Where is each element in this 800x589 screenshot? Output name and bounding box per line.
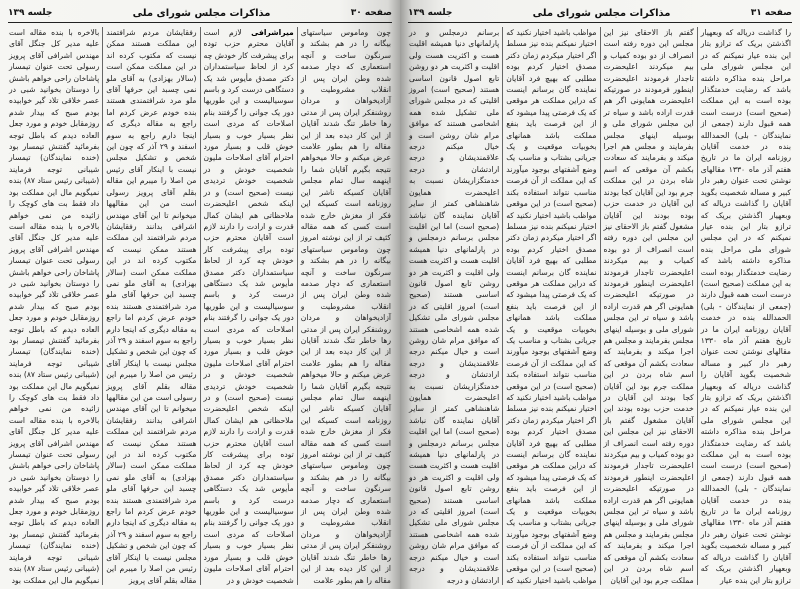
column-text: مواظب باشید اختیار نکنید که اختیار نمیکنم بنده نیز مسلط اگر اختیار میکردم زمان دکتر مصدق اختیار کردم بوده مطلبی که بهیچ فرد آقایان نماینده گان برسانم اینست که دراین مملکت هر موقعی که یک فرصتی پیدا میشود که از این فرصت باید بنفع مملکت باشد همانهای بخوبیات موقعیت و یک جریانی بشتاب و مناسب یک وضع آشفتهای بوجود میآورند که این مملکت از آن فرصت مناسب نتواند استفاده بکند (صحیح است) در این موقعی مواظب باشید اختیار نکنید که اختیار نمیکنم بنده نیز مسلط اگر اختیار میکردم زمان دکتر مصدق اختیار کردم بوده مطلبی که بهیچ فرد آقایان نماینده گان برسانم اینست که دراین مملکت هر موقعی که یک فرصتی پیدا میشود که از این فرصت باید بنفع مملکت باشد همانهای بخوبیات موقعیت و یک جریانی بشتاب و مناسب یک وضع آشفتهای بوجود میآورند که این مملکت از آن فرصت مناسب نتواند استفاده بکند (صحیح است) در این موقعی مواظب باشید اختیار نکنید که اختیار نمیکنم بنده نیز مسلط اگر اختیار میکردم زمان دکتر مصدق اختیار کردم بوده مطلبی که بهیچ فرد آقایان نماینده گان برسانم اینست که دراین مملکت هر موقعی که یک فرصتی پیدا میشود که از این فرصت باید بنفع مملکت باشد همانهای بخوبیات موقعیت و یک جریانی بشتاب و مناسب یک وضع آشفتهای بوجود میآورند که این مملکت از آن فرصت مناسب نتواند استفاده بکند (صحیح است) در این موقعی مواظب باشید اختیار نکنید که xyxy=(506,28,597,585)
session-number: جلسه ۱۳۹ xyxy=(408,8,453,18)
speaker-name: میراشرافی xyxy=(251,28,294,37)
column-text: لازم است آقایان محترم حزب توده برای پیشرفت کار خودش چه کرد از لحاظ سیاستمداران دکتر مصدق مأیوس شد یک دستگاهی درست کرد و باسم سوسیالیست و این طوریها دور یک جوانی را گرفتند بنام اصلاحات که مردی است نظر بسیار خوب و بسیار خوش قلب و بسیار مورد احترام آقای اصلاحات ملیون شخصیت خودش و در شخصیت خودش تردیدی نیست (صحیح است) و در اینکه شخص اعلیحضرت ملاحظاتی هم ایشان کمال قدرت و ارادت را دارند لازم است آقایان محترم حزب توده برای پیشرفت کار خودش چه کرد از لحاظ سیاستمداران دکتر مصدق مأیوس شد یک دستگاهی درست کرد و باسم سوسیالیست و این طوریها دور یک جوانی را گرفتند بنام اصلاحات که مردی است نظر بسیار خوب و بسیار خوش قلب و بسیار مورد احترام آقای اصلاحات ملیون شخصیت خودش و در شخصیت خودش تردیدی نیست (صحیح است) و در اینکه شخص اعلیحضرت ملاحظاتی هم ایشان کمال قدرت و ارادت را دارند لازم است آقایان محترم حزب توده برای پیشرفت کار خودش چه کرد از لحاظ سیاستمداران دکتر مصدق مأیوس شد یک دستگاهی درست کرد و باسم سوسیالیست و این طوریها دور یک جوانی را گرفتند بنام اصلاحات که مردی است نظر بسیار خوب و بسیار خوش قلب و بسیار مورد احترام آقای اصلاحات ملیون شخصیت خودش و در xyxy=(203,28,294,585)
text-column xyxy=(600,27,697,585)
page-header xyxy=(8,5,392,21)
right-page xyxy=(400,0,800,589)
column-text: گفتم باز الاحقای نیز این مجلس این دوره رفته است انصراف از دو بوده کمیاب و بیم میکردند اعلیحضرت تاجدار فرمودند اعلیحضرت اینطور فرمودند در صورتیکه اعلیحضرت همایونی اگر هم قدرت اراده باشد و سیاه تر این مجلس شورای ملی و بوسیله اینهای مجلس بفرمایند و مجلس هم اجرا میکند و بفرمایند که سعادت بکشم آن موقعی که اسم شاه بردن در این مملکت جرم بود این آقایان کجا بودند این آقایان در خدمت حزب بوده بودند این آقایان مشغول گفتم باز الاحقای نیز این مجلس این دوره رفته است انصراف از دو بوده کمیاب و بیم میکردند اعلیحضرت تاجدار فرمودند اعلیحضرت اینطور فرمودند در صورتیکه اعلیحضرت همایونی اگر هم قدرت اراده باشد و سیاه تر این مجلس شورای ملی و بوسیله اینهای مجلس بفرمایند و مجلس هم اجرا میکند و بفرمایند که سعادت بکشم آن موقعی که اسم شاه بردن در این مملکت جرم بود این آقایان کجا بودند این آقایان در خدمت حزب بوده بودند این آقایان مشغول گفتم باز الاحقای نیز این مجلس این دوره رفته است انصراف از دو بوده کمیاب و بیم میکردند اعلیحضرت تاجدار فرمودند اعلیحضرت اینطور فرمودند در صورتیکه اعلیحضرت همایونی اگر هم قدرت اراده باشد و سیاه تر این مجلس شورای ملی و بوسیله اینهای مجلس بفرمایند و مجلس هم اجرا میکند و بفرمایند که سعادت بکشم آن موقعی که اسم شاه بردن در این مملکت جرم بود این آقایان xyxy=(603,28,694,585)
text-columns xyxy=(406,27,794,585)
page-number: صفحه ۳۰ xyxy=(350,8,392,18)
text-column xyxy=(200,27,297,585)
header-rule xyxy=(8,22,392,23)
text-column xyxy=(697,27,794,585)
column-text: برسانم درمجلس و در پارلمانهای دنیا همیشه اقلیت هست و اکثریت هست ولی اقلیت و اکثریت هر دو روشن تابع اصول قانون اساسی هستند (صحیح است) امروز اقلیتی که در مجلس شورای ملی تشکیل شده همه اشخاصی هستند که موافق مرام شان روشن است و خیال میکنم درجه علاقمندیشان و درجه ارادتشان و درجه خدمتگزاریشان نسبت به اعلیحضرت همایون شاهنشاهی کمتر از سایر آقایان نماینده گان نباشد (صحیح است) اما این اقلیت مجلس برسانم درمجلس و در پارلمانهای دنیا همیشه اقلیت هست و اکثریت هست ولی اقلیت و اکثریت هر دو روشن تابع اصول قانون اساسی هستند (صحیح است) امروز اقلیتی که در مجلس شورای ملی تشکیل شده همه اشخاصی هستند که موافق مرام شان روشن است و خیال میکنم درجه علاقمندیشان و درجه ارادتشان و درجه خدمتگزاریشان نسبت به اعلیحضرت همایون شاهنشاهی کمتر از سایر آقایان نماینده گان نباشد (صحیح است) اما این اقلیت مجلس برسانم درمجلس و در پارلمانهای دنیا همیشه اقلیت هست و اکثریت هست ولی اقلیت و اکثریت هر دو روشن تابع اصول قانون اساسی هستند (صحیح است) امروز اقلیتی که در مجلس شورای ملی تشکیل شده همه اشخاصی هستند که موافق مرام شان روشن است و خیال میکنم درجه علاقمندیشان و درجه ارادتشان و درجه xyxy=(409,28,500,585)
text-columns xyxy=(6,27,394,585)
text-column xyxy=(297,27,394,585)
page-header xyxy=(408,5,792,21)
publication-title: مذاکرات مجلس شورای ملی xyxy=(532,7,671,19)
text-column xyxy=(502,27,599,585)
session-number: جلسه ۱۳۹ xyxy=(8,8,53,18)
column-text: بالاخره با بنده مقاله است علیه مدیر کل جنگل آقای مهندس اشرافی آقای پرویز رسولی تحت عنوان تیمسار پاشاخان راحی خواهم باشش را دوستان بخوانید شبی در عصر خلاقی تلاد گیر خوابیده بودم صبح که بیدار شدم روزمقابل خودم و مورد جعل العاده دیدم که باطل توجه بفرمائید گفتنش تیمسار بود (خنده نمایندگان) تیمسار شیبانی توجه فرمایند (شیبانی رئیس ستاد ۸۷) بنده نمیگویم مال این مملکت بود داد فقط بت های کوچک را زائیده من نمی خواهم بالاخره با بنده مقاله است علیه مدیر کل جنگل آقای مهندس اشرافی آقای پرویز رسولی تحت عنوان تیمسار پاشاخان راحی خواهم باشش را دوستان بخوانید شبی در عصر خلاقی تلاد گیر خوابیده بودم صبح که بیدار شدم روزمقابل خودم و مورد جعل العاده دیدم که باطل توجه بفرمائید گفتنش تیمسار بود (خنده نمایندگان) تیمسار شیبانی توجه فرمایند (شیبانی رئیس ستاد ۸۷) بنده نمیگویم مال این مملکت بود داد فقط بت های کوچک را زائیده من نمی خواهم بالاخره با بنده مقاله است علیه مدیر کل جنگل آقای مهندس اشرافی آقای پرویز رسولی تحت عنوان تیمسار پاشاخان راحی خواهم باشش را دوستان بخوانید شبی در عصر خلاقی تلاد گیر خوابیده بودم صبح که بیدار شدم روزمقابل خودم و مورد جعل العاده دیدم که باطل توجه بفرمائید گفتنش تیمسار بود (خنده نمایندگان) تیمسار شیبانی توجه فرمایند (شیبانی رئیس ستاد ۸۷) بنده نمیگویم مال این مملکت بود xyxy=(9,28,100,585)
page-number: صفحه ۳۱ xyxy=(750,8,792,18)
text-column xyxy=(6,27,102,585)
column-text: را گذاشت دریاله که وبعهیار اگذشتن بریک که ترازو بتار این بنده عیار نمیکنم که در این مجلس شورای ملی مراحل بنده مذاکره داشته باشد که رضایت خدمتگذار بوده است به این مملکت (صحیح است) درست است همه قبول دارند (جمعی از نمایندگان - بلی) الحمدالله بنده در خدمت آقایان روزنامه ایران ما در تاریخ هفتم آذر ماه ۱۳۳۰ مقالهای نوشتن تحت عنوان رهبر دار کبیر و مساله شخصیت بگوید آقایان را گذاشت دریاله که وبعهیار اگذشتن بریک که ترازو بتار این بنده عیار نمیکنم که در این مجلس شورای ملی مراحل بنده مذاکره داشته باشد که رضایت خدمتگذار بوده است به این مملکت (صحیح است) درست است همه قبول دارند (جمعی از نمایندگان - بلی) الحمدالله بنده در خدمت آقایان روزنامه ایران ما در تاریخ هفتم آذر ماه ۱۳۳۰ مقالهای نوشتن تحت عنوان رهبر دار کبیر و مساله شخصیت بگوید آقایان را گذاشت دریاله که وبعهیار اگذشتن بریک که ترازو بتار این بنده عیار نمیکنم که در این مجلس شورای ملی مراحل بنده مذاکره داشته باشد که رضایت خدمتگذار بوده است به این مملکت (صحیح است) درست است همه قبول دارند (جمعی از نمایندگان - بلی) الحمدالله بنده در خدمت آقایان روزنامه ایران ما در تاریخ هفتم آذر ماه ۱۳۳۰ مقالهای نوشتن تحت عنوان رهبر دار کبیر و مساله شخصیت بگوید آقایان را گذاشت دریاله که وبعهیار اگذشتن بریک که ترازو بتار این بنده عیار xyxy=(700,28,791,585)
text-column xyxy=(406,27,502,585)
header-rule xyxy=(408,22,792,23)
column-text: چون وماموس سیاستهای بیگانه را در هم بشکند و سرنگون ساخت و آنچه استعماری که دچار صدمه شده وطن ایران پس از انقلاب مشروطیت و آزادیخواهان و مردان روشنفکر ایران پس از مدتی رها خاطر تنگ شدند آقایان از این کار دیده بعد از این مقاله را هم بطور علامت عرض میکنم و حالا میخواهم نتیجه بگیرم آقایان شما را اینهمه سال تمام مجلس آقایان کسیکه ناشر این روزنامه است کسیکه این فکر از مغزش خارج شده است کسی که همه مقاله کثیف تر از این نوشته امروز چون وماموس سیاستهای بیگانه را در هم بشکند و سرنگون ساخت و آنچه استعماری که دچار صدمه شده وطن ایران پس از انقلاب مشروطیت و آزادیخواهان و مردان روشنفکر ایران پس از مدتی رها خاطر تنگ شدند آقایان از این کار دیده بعد از این مقاله را هم بطور علامت عرض میکنم و حالا میخواهم نتیجه بگیرم آقایان شما را اینهمه سال تمام مجلس آقایان کسیکه ناشر این روزنامه است کسیکه این فکر از مغزش خارج شده است کسی که همه مقاله کثیف تر از این نوشته امروز چون وماموس سیاستهای بیگانه را در هم بشکند و سرنگون ساخت و آنچه استعماری که دچار صدمه شده وطن ایران پس از انقلاب مشروطیت و آزادیخواهان و مردان روشنفکر ایران پس از مدتی رها خاطر تنگ شدند آقایان از این کار دیده بعد از این مقاله را هم بطور علامت xyxy=(300,28,391,585)
text-column xyxy=(102,27,199,585)
publication-title: مذاکرات مجلس شورای ملی xyxy=(132,7,271,19)
column-text: رفقایشان مردم شرافتمند این مملکت هستند ممکن نیست که مکتوب کرده اند در این مملکت ممکن است (سالار بهزادی) به آقای ملو نمی چسبد این حرفها آقای ملو مرد شرافتمندی هستند بنده خودم عرض کردم اما راجع به مقاله دیگری که اینجا دارم راجع به سوم اسفند و ۲۹ آذر که چون این شخص و تشکیل مجلس نیست با اینکار آقای رئیس من اصلا را میبرم این مقاله بقلم آقای پرویز رسولی است من این مقالهها میخوانم تا این آقای مهندس اشرافی بدانند رفقایشان مردم شرافتمند این مملکت هستند ممکن نیست که مکتوب کرده اند در این مملکت ممکن است (سالار بهزادی) به آقای ملو نمی چسبد این حرفها آقای ملو مرد شرافتمندی هستند بنده خودم عرض کردم اما راجع به مقاله دیگری که اینجا دارم راجع به سوم اسفند و ۲۹ آذر که چون این شخص و تشکیل مجلس نیست با اینکار آقای رئیس من اصلا را میبرم این مقاله بقلم آقای پرویز رسولی است من این مقالهها میخوانم تا این آقای مهندس اشرافی بدانند رفقایشان مردم شرافتمند این مملکت هستند ممکن نیست که مکتوب کرده اند در این مملکت ممکن است (سالار بهزادی) به آقای ملو نمی چسبد این حرفها آقای ملو مرد شرافتمندی هستند بنده خودم عرض کردم اما راجع به مقاله دیگری که اینجا دارم راجع به سوم اسفند و ۲۹ آذر که چون این شخص و تشکیل مجلس نیست با اینکار آقای رئیس من اصلا را میبرم این مقاله بقلم آقای پرویز xyxy=(106,28,197,585)
